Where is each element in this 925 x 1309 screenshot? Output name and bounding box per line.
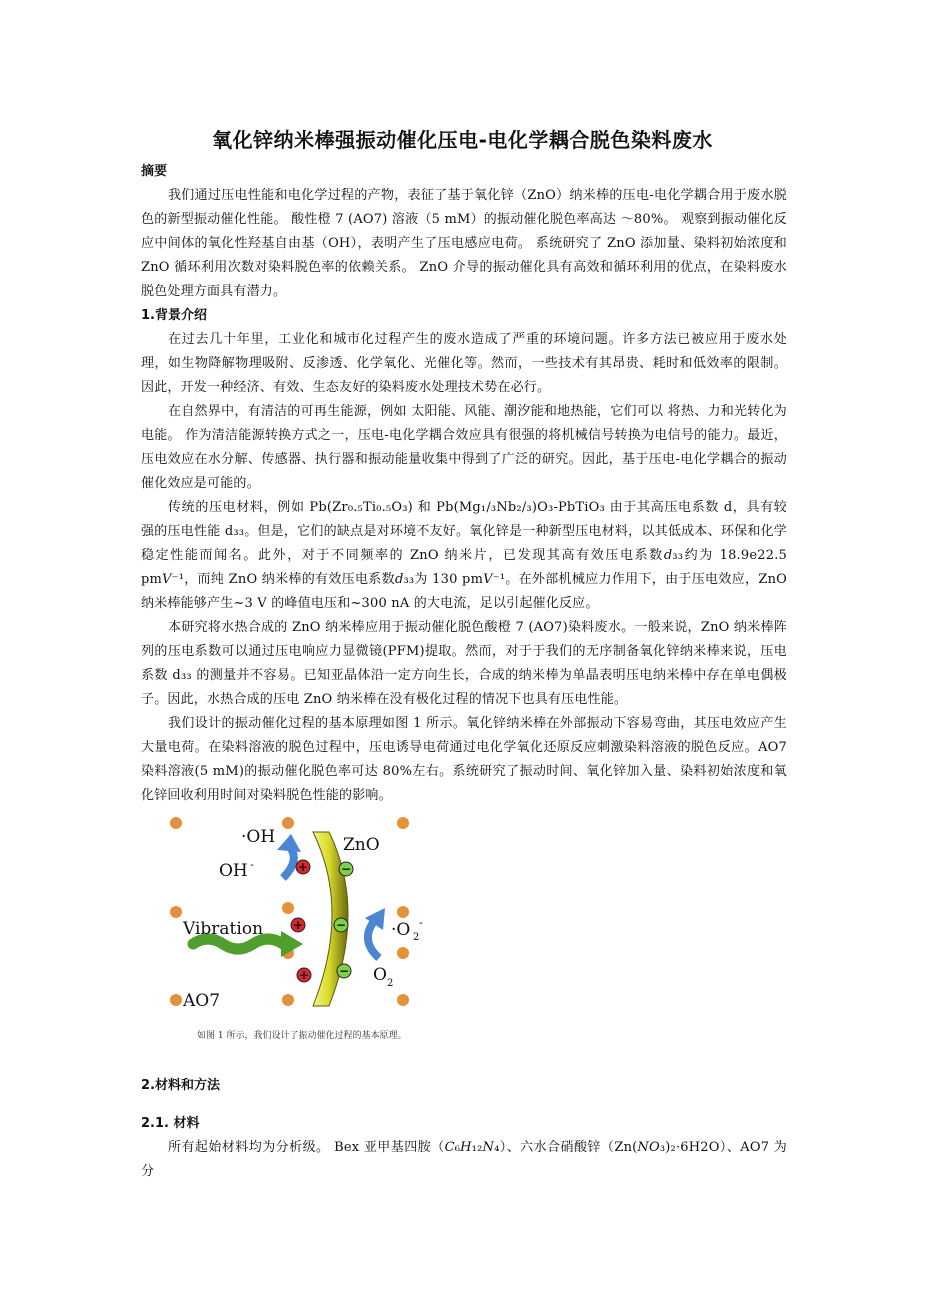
- section-1-paragraph-1: 在过去几十年里，工业化和城市化过程产生的废水造成了严重的环境问题。许多方法已被应用于废水处理，如生物降解物理吸附、反渗透、化学氧化、光催化等。然而，一些技术有其昂贵、耗时和低效率的限制。因此，开发一种经济、有效、生态友好的染料废水处理技术势在必行。: [141, 332, 787, 395]
- paper-body: [141, 160, 787, 1184]
- dye-dot: [170, 906, 182, 918]
- figure-1-caption: 如图 1 所示，我们设计了振动催化过程的基本原理。: [197, 1031, 407, 1041]
- ao7-label: AO7: [183, 991, 221, 1011]
- negative-charge-label: −: [340, 862, 352, 876]
- section-2-heading: 2.材料和方法: [141, 1078, 220, 1093]
- section-1-paragraph-3: 传统的压电材料，例如 Pb(Zr₀.₅Ti₀.₅O₃) 和 Pb(Mg₁/₃Nb₂/₃)O₃-PbTiO₃ 由于其高压电系数 d，具有较强的压电性能 d₃₃。但是，它们的缺点是对环境不友好。氧化锌是一种新型压电材料，以其低成本、环保和化学稳定性能而闻名。此外，对于不同频率的 ZnO 纳米片，已发现其高有效压电系数𝑑₃₃约为 18.9e22.5 pm𝑉⁻¹，而纯 ZnO 纳米棒的有效压电系数𝑑₃₃为 130 pm𝑉⁻¹。在外部机械应力作用下，由于压电效应，ZnO 纳米棒能够产生~3 V 的峰值电压和~300 nA 的大电流，足以引起催化反应。: [141, 500, 787, 611]
- section-1-paragraph-4: 本研究将水热合成的 ZnO 纳米棒应用于振动催化脱色酸橙 7 (AO7)染料废水。一般来说，ZnO 纳米棒阵列的压电系数可以通过压电响应力显微镜(PFM)提取。然而，对于于我们的无序制备氧化锌纳米棒来说，压电系数 d₃₃ 的测量并不容易。已知亚晶体沿一定方向生长，合成的纳米棒为单晶表明压电纳米棒中存在单电偶极子。因此，水热合成的压电 ZnO 纳米棒在没有极化过程的情况下也具有压电性能。: [141, 620, 787, 707]
- dye-dot: [397, 817, 409, 829]
- figure-1-diagram: [163, 810, 433, 1020]
- negative-charge-label: −: [338, 964, 350, 978]
- abstract-text: 我们通过压电性能和电化学过程的产物，表征了基于氧化锌（ZnO）纳米棒的压电-电化学耦合用于废水脱色的新型振动催化性能。 酸性橙 7 (AO7) 溶液（5 mM）的振动催化脱色率高达 ～80%。 观察到振动催化反应中间体的氧化性羟基自由基（OH），表明产生了压电感应电荷。 系统研究了 ZnO 添加量、染料初始浓度和 ZnO 循环利用次数对染料脱色率的依赖关系。 ZnO 介导的振动催化具有高效和循环利用的优点，在染料废水脱色处理方面具有潜力。: [141, 188, 787, 299]
- dye-dot: [397, 947, 409, 959]
- dye-dot: [282, 994, 294, 1006]
- o2-radical-label: ·O: [391, 920, 411, 940]
- positive-charge-label: +: [298, 968, 310, 982]
- vibration-label: Vibration: [183, 919, 264, 939]
- section-2-1-heading: 2.1. 材料: [141, 1116, 200, 1131]
- o2-radical-subscript: 2: [413, 932, 420, 943]
- section-1-paragraph-2: 在自然界中，有清洁的可再生能源，例如 太阳能、风能、潮汐能和地热能，它们可以 将热、力和光转化为电能。 作为清洁能源转换方式之一，压电-电化学耦合效应具有很强的将机械信号转换为电信号的能力。最近，压电效应在水分解、传感器、执行器和振动能量收集中得到了广泛的研究。因此，基于压电-电化学耦合的振动催化效应是可能的。: [141, 404, 787, 491]
- dye-dot: [282, 902, 294, 914]
- o2-radical-charge: -: [419, 916, 423, 929]
- oh-minus-label: OH: [219, 861, 248, 881]
- oh-minus-charge: -: [250, 858, 254, 871]
- positive-charge-label: +: [297, 860, 309, 874]
- abstract-heading: 摘要: [141, 164, 168, 179]
- dye-dot: [397, 994, 409, 1006]
- oh-radical-label: ·OH: [241, 827, 276, 847]
- negative-charge-label: −: [335, 918, 347, 932]
- figure-1: [141, 810, 787, 1060]
- section-1-heading: 1.背景介绍: [141, 308, 207, 323]
- dye-dot: [397, 906, 409, 918]
- o2-label: O: [373, 965, 387, 985]
- paper-title: 氧化锌纳米棒强振动催化压电-电化学耦合脱色染料废水: [212, 128, 713, 152]
- o2-subscript: 2: [387, 978, 394, 989]
- oxidation-arrow-head: [277, 834, 301, 852]
- section-1-paragraph-5: 我们设计的振动催化过程的基本原理如图 1 所示。氧化锌纳米棒在外部振动下容易弯曲，其压电效应产生大量电荷。在染料溶液的脱色过程中，压电诱导电荷通过电化学氧化还原反应刺激染料溶液的脱色反应。AO7 染料溶液(5 mM)的振动催化脱色率可达 80%左右。系统研究了振动时间、氧化锌加入量、染料初始浓度和氧化锌回收利用时间对染料脱色性能的影响。: [141, 716, 787, 803]
- dye-dot: [170, 994, 182, 1006]
- section-2-1-paragraph: 所有起始材料均为分析级。 Bex 亚甲基四胺（𝐶₆𝐻₁₂𝑁₄）、六水合硝酸锌（Zn(𝑁𝑂₃)₂·6H2O）、AO7 为分: [141, 1140, 787, 1179]
- zno-label: ZnO: [343, 835, 380, 855]
- dye-dot: [170, 817, 182, 829]
- vibration-arrow: [193, 939, 283, 949]
- dye-dot: [282, 817, 294, 829]
- positive-charge-label: +: [292, 918, 304, 932]
